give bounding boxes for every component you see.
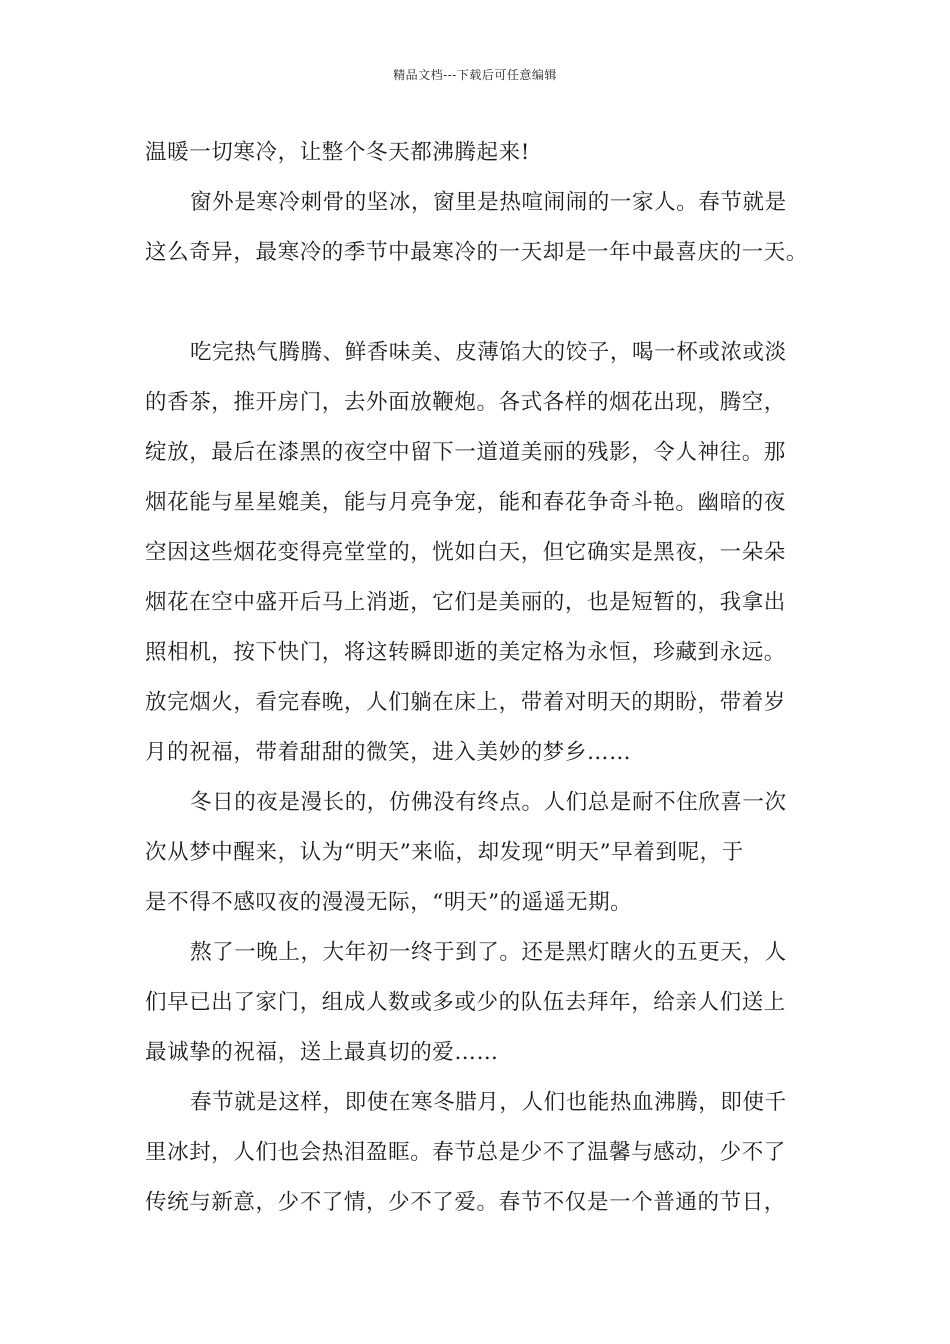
- page-header: 精品文档---下载后可任意编辑: [393, 68, 557, 82]
- text-line: 春节就是这样，即使在寒冬腊月，人们也能热血沸腾，即使千: [190, 1090, 787, 1115]
- blank-line: [145, 278, 813, 328]
- text-line: 次从梦中醒来，认为“明天”来临，却发现“明天”早着到呢，于: [145, 840, 744, 865]
- text-line: 烟花能与星星媲美，能与月亮争宠，能和春花争奇斗艳。幽暗的夜: [145, 490, 786, 515]
- text-line: 放完烟火，看完春晚，人们躺在床上，带着对明天的期盼，带着岁: [145, 690, 786, 715]
- text-line: 们早已出了家门，组成人数或多或少的队伍去拜年，给亲人们送上: [145, 990, 786, 1015]
- text-line: 传统与新意，少不了情，少不了爱。春节不仅是一个普通的节日，: [145, 1190, 786, 1215]
- text-line: 这么奇异，最寒冷的季节中最寒冷的一天却是一年中最喜庆的一天。: [145, 240, 809, 265]
- text-line: 绽放，最后在漆黑的夜空中留下一道道美丽的残影，令人神往。那: [145, 440, 786, 465]
- text-line: 温暖一切寒冷，让整个冬天都沸腾起来!: [145, 140, 530, 165]
- text-line: 月的祝福，带着甜甜的微笑，进入美妙的梦乡……: [145, 740, 632, 765]
- text-line: 空因这些烟花变得亮堂堂的，恍如白天，但它确实是黑夜，一朵朵: [145, 540, 786, 565]
- text-line: 冬日的夜是漫长的，仿佛没有终点。人们总是耐不住欣喜一次: [190, 790, 787, 815]
- text-line: 最诚挚的祝福，送上最真切的爱……: [145, 1040, 499, 1065]
- document-body: [145, 128, 813, 1228]
- text-line: 窗外是寒冷刺骨的坚冰，窗里是热喧闹闹的一家人。春节就是: [190, 190, 787, 215]
- text-line: 熬了一晚上，大年初一终于到了。还是黑灯瞎火的五更天，人: [190, 940, 787, 965]
- text-line: 照相机，按下快门，将这转瞬即逝的美定格为永恒，珍藏到永远。: [145, 640, 786, 665]
- text-line: 里冰封，人们也会热泪盈眶。春节总是少不了温馨与感动，少不了: [145, 1140, 786, 1165]
- text-line: 的香茶，推开房门，去外面放鞭炮。各式各样的烟花出现，腾空，: [145, 390, 786, 415]
- text-line: 吃完热气腾腾、鲜香味美、皮薄馅大的饺子，喝一杯或浓或淡: [190, 340, 787, 365]
- text-line: 烟花在空中盛开后马上消逝，它们是美丽的，也是短暂的，我拿出: [145, 590, 786, 615]
- text-line: 是不得不感叹夜的漫漫无际，“明天”的遥遥无期。: [145, 890, 633, 915]
